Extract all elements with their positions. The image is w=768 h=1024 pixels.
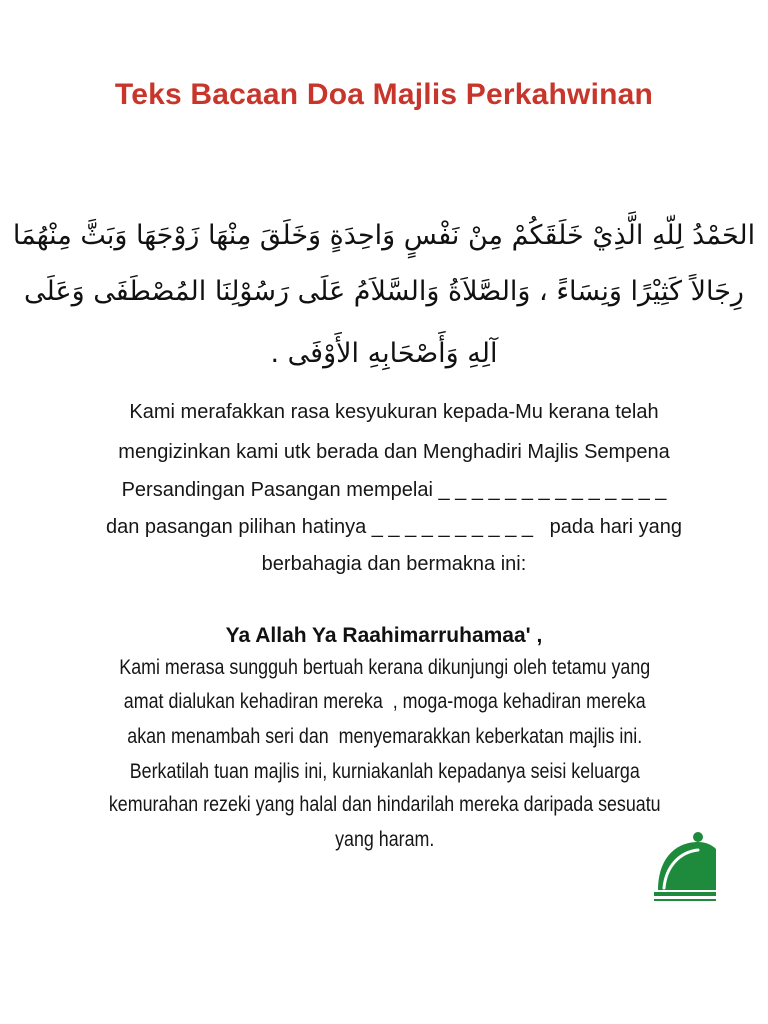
intro-line-2: mengizinkan kami utk berada dan Menghadiri Majlis Sempena — [118, 441, 670, 463]
prayer-line-4: Berkatilah tuan majlis ini, kurniakanlah kepadanya seisi keluarga — [129, 760, 640, 783]
prayer-heading: Ya Allah Ya Raahimarruhamaa' , — [225, 624, 543, 647]
prayer-line-1: Kami merasa sungguh bertuah kerana dikunjungi oleh tetamu yang — [119, 656, 651, 679]
arabic-line-2: رِجَالاً كَثِيْرًا وَنِسَاءً ، وَالصَّلاَةُ وَالسَّلاَمُ عَلَى رَسُوْلِنَا المُصْطَفَى وَعَلَى — [24, 276, 744, 307]
prayer-line-3: akan menambah seri dan menyemarakkan keberkatan majlis ini. — [127, 725, 643, 748]
prayer-line-5: kemurahan rezeki yang halal dan hindarilah mereka daripada sesuatu — [108, 793, 661, 816]
green-dome-icon — [654, 828, 716, 904]
prayer-line-2: amat dialukan kehadiran mereka , moga-moga kehadiran mereka — [123, 690, 646, 713]
intro-line-5: berbahagia dan bermakna ini: — [261, 553, 527, 575]
intro-line-1: Kami merafakkan rasa kesyukuran kepada-Mu kerana telah — [129, 401, 659, 423]
document-title: Teks Bacaan Doa Majlis Perkahwinan — [114, 78, 654, 111]
arabic-line-1: الحَمْدُ لِلّهِ الَّذِيْ خَلَقَكُمْ مِنْ نَفْسٍ وَاحِدَةٍ وَخَلَقَ مِنْهَا زَوْجَهَا وَبَثَّ مِنْهُمَا — [12, 220, 756, 251]
arabic-line-3: آلِهِ وَأَصْحَابِهِ الأَوْفَى . — [270, 338, 498, 369]
intro-line-3: Persandingan Pasangan mempelai _ _ _ _ _ _ _ _ _ _ _ _ _ _ — [121, 479, 667, 501]
intro-line-4: dan pasangan pilihan hatinya _ _ _ _ _ _ _ _ _ _ pada hari yang — [105, 516, 682, 538]
prayer-line-6: yang haram. — [335, 828, 435, 851]
